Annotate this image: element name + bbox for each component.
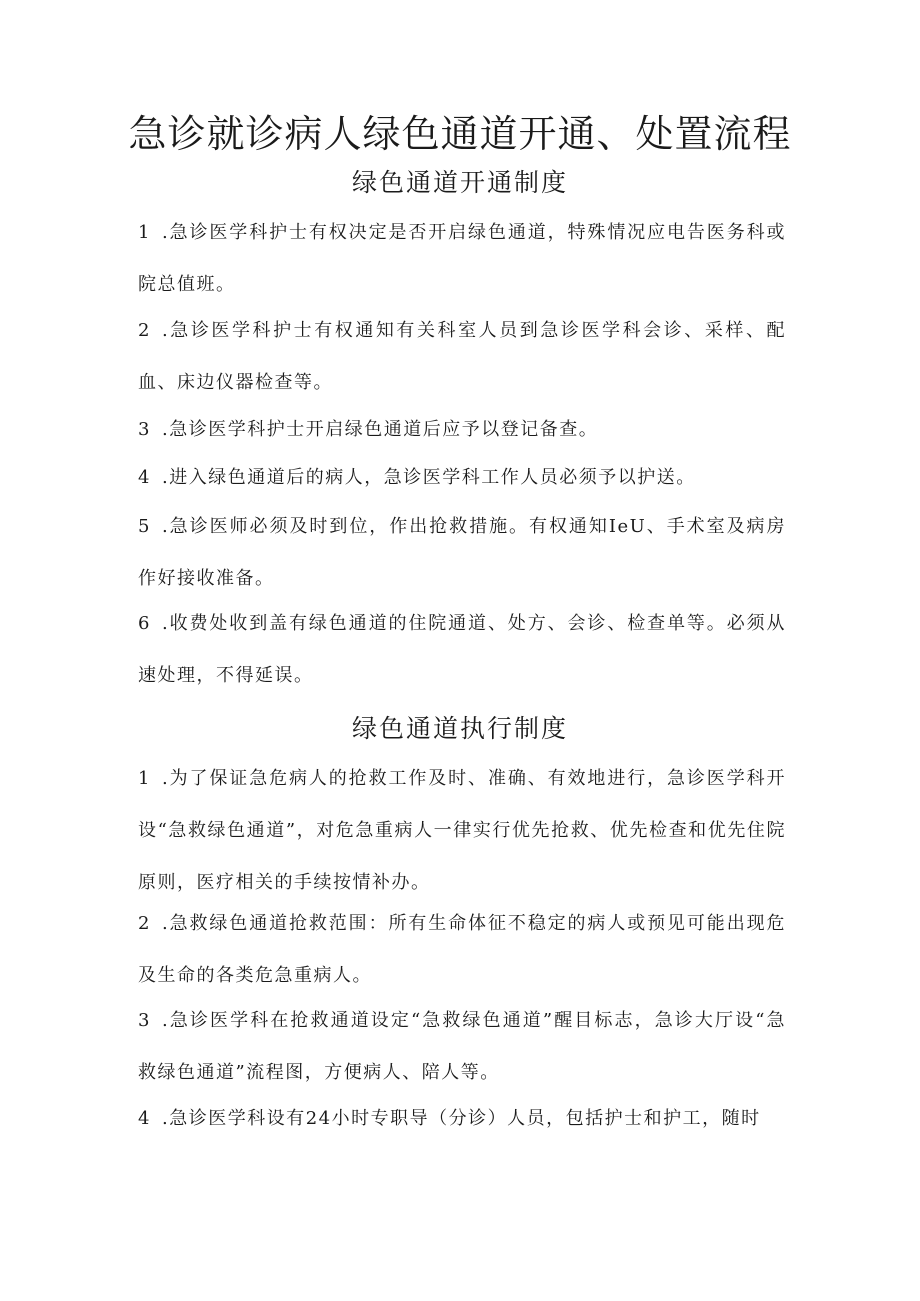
document-title: 急诊就诊病人绿色通道开通、处置流程 <box>128 112 792 156</box>
item-number: 2 <box>138 913 151 934</box>
item-text: .急诊医学科护士有权通知有关科室人员到急诊医学科会诊、采样、配血、床边仪器检查等。 <box>138 320 786 393</box>
list-item <box>138 898 786 1002</box>
list-item <box>138 598 786 702</box>
item-number: 3 <box>138 419 151 440</box>
item-text: .急诊医学科在抢救通道设定“急救绿色通道”醒目标志，急诊大厅设“急救绿色通道”流程图，方便病人、陪人等。 <box>138 1010 786 1083</box>
list-item <box>138 452 786 504</box>
item-number: 5 <box>138 516 151 537</box>
list-item <box>138 207 786 311</box>
list-item <box>138 305 786 409</box>
item-number: 4 <box>138 467 151 488</box>
item-text: .急诊医学科设有24小时专职导（分诊）人员，包括护士和护工，随时 <box>162 1108 761 1129</box>
item-number: 1 <box>138 768 151 789</box>
list-item <box>138 753 786 909</box>
item-number: 3 <box>138 1010 151 1031</box>
item-text: .为了保证急危病人的抢救工作及时、准确、有效地进行，急诊医学科开设“急救绿色通道”，对危急重病人一律实行优先抢救、优先检查和优先住院原则，医疗相关的手续按情补办。 <box>138 768 786 893</box>
section-heading-execution: 绿色通道执行制度 <box>351 714 568 743</box>
item-text: .急诊医学科护士有权决定是否开启绿色通道，特殊情况应电告医务科或院总值班。 <box>138 222 786 295</box>
list-item <box>138 501 786 605</box>
item-text: .急救绿色通道抢救范围：所有生命体征不稳定的病人或预见可能出现危及生命的各类危急重病人。 <box>138 913 786 986</box>
section-heading-opening: 绿色通道开通制度 <box>351 168 568 197</box>
list-item <box>138 1093 786 1145</box>
item-text: .进入绿色通道后的病人，急诊医学科工作人员必须予以护送。 <box>162 467 696 488</box>
item-text: .收费处收到盖有绿色通道的住院通道、处方、会诊、检查单等。必须从速处理，不得延误。 <box>138 613 786 686</box>
item-number: 4 <box>138 1108 151 1129</box>
list-item <box>138 995 786 1099</box>
item-number: 2 <box>138 320 151 341</box>
item-number: 6 <box>138 613 151 634</box>
item-text: .急诊医学科护士开启绿色通道后应予以登记备查。 <box>162 419 599 440</box>
list-item <box>138 404 786 456</box>
item-number: 1 <box>138 222 151 243</box>
item-text: .急诊医师必须及时到位，作出抢救措施。有权通知IeU、手术室及病房作好接收准备。 <box>138 516 786 589</box>
